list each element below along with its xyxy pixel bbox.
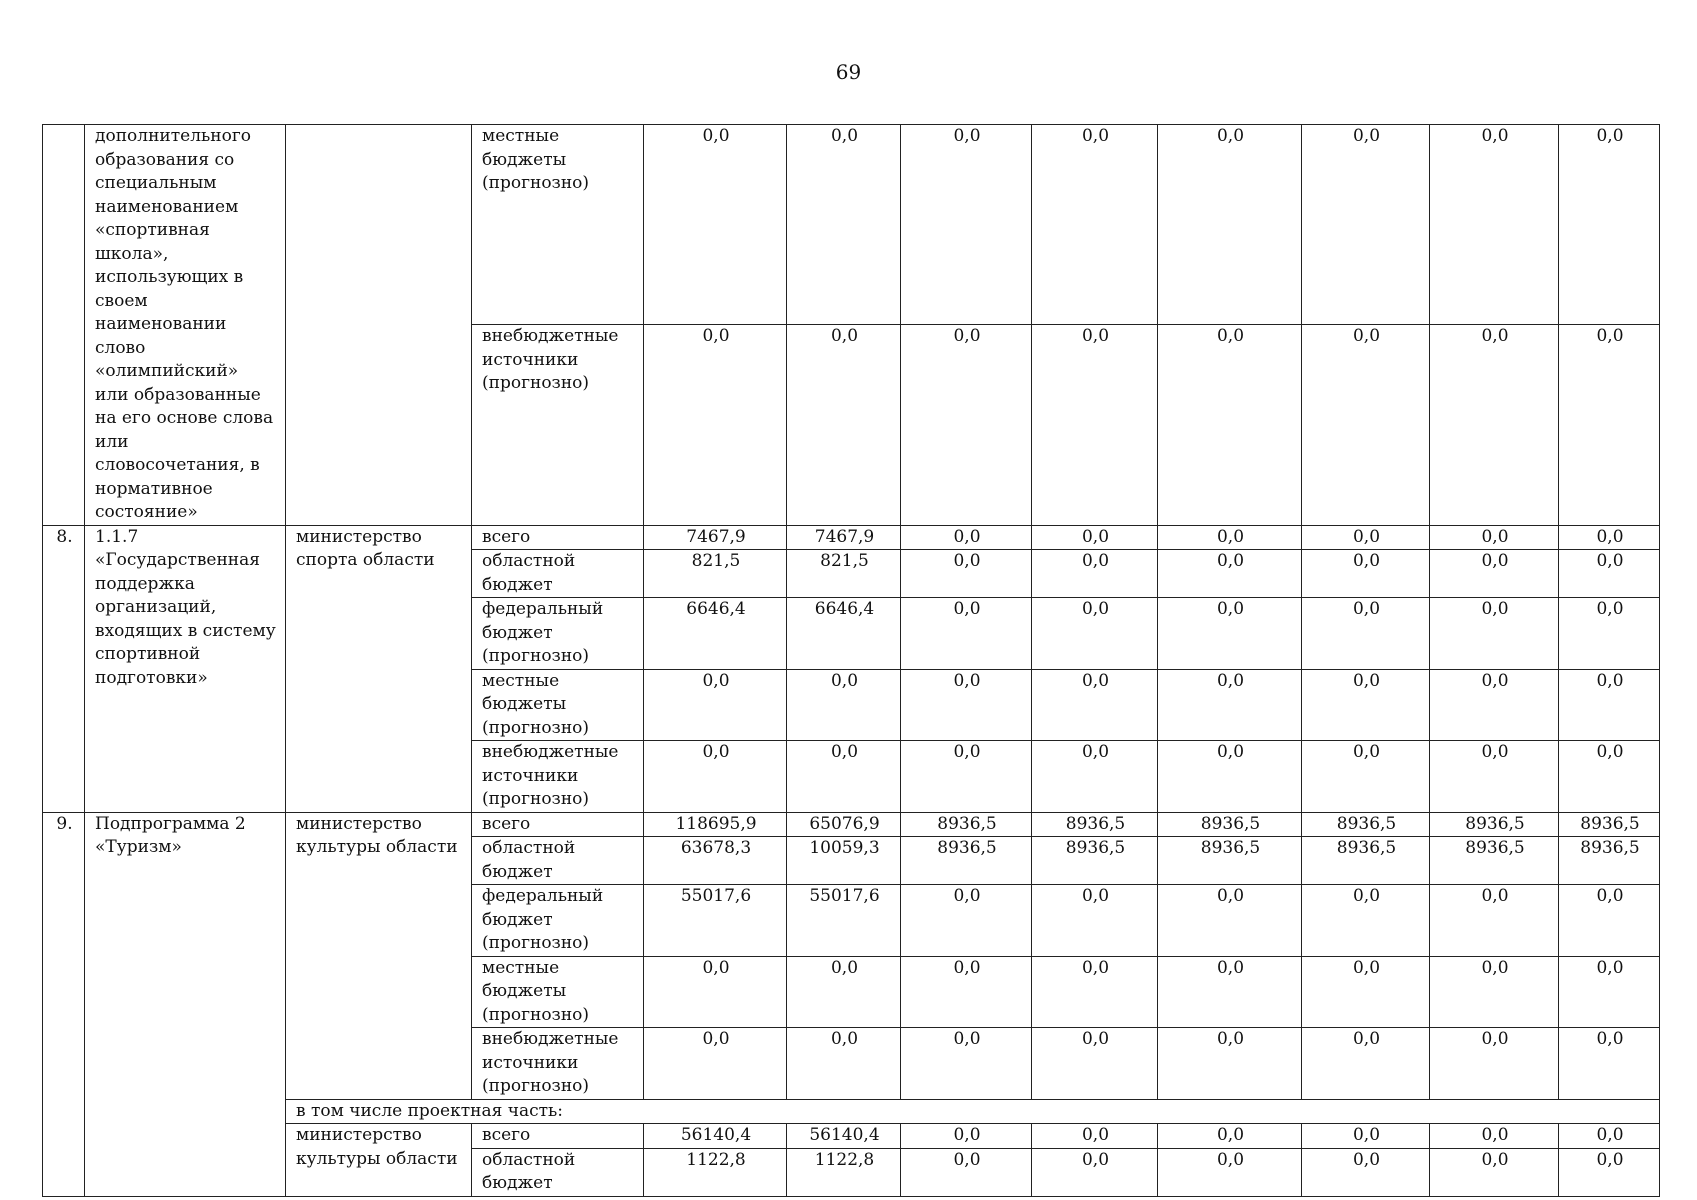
value-cell: 0,0 — [1302, 1124, 1430, 1149]
value-cell: 1122,8 — [787, 1148, 901, 1196]
value-cell: 0,0 — [1302, 885, 1430, 957]
value-cell: 0,0 — [1559, 525, 1660, 550]
value-cell: 0,0 — [1032, 885, 1158, 957]
value-cell: 0,0 — [901, 598, 1032, 670]
value-cell: 0,0 — [1559, 1148, 1660, 1196]
value-cell: 0,0 — [1032, 125, 1158, 325]
value-cell: 0,0 — [1559, 669, 1660, 741]
value-cell: 0,0 — [1032, 1124, 1158, 1149]
value-cell: 0,0 — [1430, 1028, 1559, 1100]
value-cell: 0,0 — [901, 669, 1032, 741]
value-cell: 0,0 — [901, 525, 1032, 550]
value-cell: 0,0 — [1430, 525, 1559, 550]
value-cell: 0,0 — [644, 669, 787, 741]
value-cell: 8936,5 — [901, 837, 1032, 885]
value-cell: 0,0 — [787, 1028, 901, 1100]
value-cell: 55017,6 — [644, 885, 787, 957]
page-number: 69 — [835, 60, 862, 84]
value-cell: 65076,9 — [787, 812, 901, 837]
value-cell: 0,0 — [1158, 885, 1302, 957]
value-cell: 0,0 — [1032, 325, 1158, 525]
funding-source: областной бюджет — [472, 1148, 644, 1196]
value-cell: 0,0 — [1032, 741, 1158, 813]
funding-source: областной бюджет — [472, 550, 644, 598]
value-cell: 0,0 — [1302, 669, 1430, 741]
value-cell: 0,0 — [1032, 956, 1158, 1028]
funding-source: федеральный бюджет (прогнозно) — [472, 598, 644, 670]
value-cell: 0,0 — [1430, 325, 1559, 525]
value-cell: 0,0 — [1559, 598, 1660, 670]
value-cell: 7467,9 — [787, 525, 901, 550]
value-cell: 0,0 — [1158, 525, 1302, 550]
row-index: 8. — [43, 525, 85, 812]
value-cell: 0,0 — [1559, 956, 1660, 1028]
value-cell: 0,0 — [901, 1124, 1032, 1149]
value-cell: 821,5 — [787, 550, 901, 598]
budget-table — [42, 124, 1660, 1197]
value-cell: 0,0 — [644, 956, 787, 1028]
value-cell: 0,0 — [787, 669, 901, 741]
value-cell: 0,0 — [1430, 550, 1559, 598]
executor — [286, 125, 472, 526]
value-cell: 55017,6 — [787, 885, 901, 957]
value-cell: 0,0 — [1032, 1028, 1158, 1100]
value-cell: 7467,9 — [644, 525, 787, 550]
project-part-label: в том числе проектная часть: — [286, 1099, 1660, 1124]
measure-name: Подпрограмма 2 «Туризм» — [85, 812, 286, 1196]
executor: министерство культуры области — [286, 1124, 472, 1197]
value-cell: 0,0 — [1430, 125, 1559, 325]
funding-source: местные бюджеты (прогнозно) — [472, 125, 644, 325]
value-cell: 118695,9 — [644, 812, 787, 837]
value-cell: 0,0 — [1302, 125, 1430, 325]
value-cell: 0,0 — [1430, 741, 1559, 813]
value-cell: 0,0 — [1032, 550, 1158, 598]
value-cell: 6646,4 — [787, 598, 901, 670]
value-cell: 0,0 — [1559, 1124, 1660, 1149]
table-row — [43, 525, 1660, 550]
funding-source: областной бюджет — [472, 837, 644, 885]
value-cell: 0,0 — [1559, 885, 1660, 957]
value-cell: 0,0 — [1032, 669, 1158, 741]
value-cell: 0,0 — [787, 741, 901, 813]
value-cell: 8936,5 — [1158, 837, 1302, 885]
value-cell: 1122,8 — [644, 1148, 787, 1196]
funding-source: местные бюджеты (прогнозно) — [472, 956, 644, 1028]
table-row — [43, 1124, 1660, 1149]
value-cell: 0,0 — [1158, 325, 1302, 525]
funding-source: местные бюджеты (прогнозно) — [472, 669, 644, 741]
value-cell: 0,0 — [644, 125, 787, 325]
value-cell: 8936,5 — [1032, 837, 1158, 885]
funding-source: внебюджетные источники (прогнозно) — [472, 325, 644, 525]
value-cell: 0,0 — [1158, 598, 1302, 670]
value-cell: 0,0 — [1559, 550, 1660, 598]
value-cell: 8936,5 — [1032, 812, 1158, 837]
value-cell: 0,0 — [1158, 1124, 1302, 1149]
funding-source: всего — [472, 525, 644, 550]
value-cell: 0,0 — [901, 741, 1032, 813]
value-cell: 0,0 — [1302, 956, 1430, 1028]
row-index — [43, 125, 85, 526]
value-cell: 0,0 — [901, 885, 1032, 957]
funding-source: внебюджетные источники (прогнозно) — [472, 741, 644, 813]
value-cell: 0,0 — [1158, 956, 1302, 1028]
value-cell: 0,0 — [1302, 598, 1430, 670]
executor: министерство спорта области — [286, 525, 472, 812]
value-cell: 8936,5 — [1559, 812, 1660, 837]
table-row — [43, 812, 1660, 837]
value-cell: 0,0 — [1430, 669, 1559, 741]
value-cell: 0,0 — [1302, 1028, 1430, 1100]
value-cell: 0,0 — [1430, 1124, 1559, 1149]
funding-source: всего — [472, 812, 644, 837]
table-row — [43, 125, 1660, 325]
value-cell: 0,0 — [1158, 125, 1302, 325]
value-cell: 8936,5 — [1158, 812, 1302, 837]
value-cell: 56140,4 — [787, 1124, 901, 1149]
value-cell: 0,0 — [1158, 550, 1302, 598]
value-cell: 10059,3 — [787, 837, 901, 885]
value-cell: 0,0 — [901, 325, 1032, 525]
measure-name: 1.1.7 «Государственная поддержка организаций, входящих в систему спортивной подготовки» — [85, 525, 286, 812]
value-cell: 6646,4 — [644, 598, 787, 670]
value-cell: 8936,5 — [1430, 837, 1559, 885]
project-part-row — [43, 1099, 1660, 1124]
value-cell: 0,0 — [1032, 1148, 1158, 1196]
value-cell: 0,0 — [1302, 1148, 1430, 1196]
value-cell: 0,0 — [901, 1028, 1032, 1100]
value-cell: 821,5 — [644, 550, 787, 598]
value-cell: 0,0 — [1302, 741, 1430, 813]
value-cell: 8936,5 — [901, 812, 1032, 837]
value-cell: 0,0 — [1302, 525, 1430, 550]
value-cell: 0,0 — [1430, 885, 1559, 957]
value-cell: 0,0 — [901, 125, 1032, 325]
value-cell: 0,0 — [1302, 550, 1430, 598]
value-cell: 8936,5 — [1430, 812, 1559, 837]
value-cell: 0,0 — [1158, 1148, 1302, 1196]
value-cell: 0,0 — [644, 741, 787, 813]
measure-name: дополнительного образования со специальным наименованием «спортивная школа», использующих в своем наименовании слово «олимпийский» или образованные на его основе слова или словосочетания, в нормативное состояние» — [85, 125, 286, 526]
value-cell: 0,0 — [1559, 125, 1660, 325]
value-cell: 0,0 — [1158, 669, 1302, 741]
value-cell: 0,0 — [901, 956, 1032, 1028]
value-cell: 0,0 — [901, 1148, 1032, 1196]
value-cell: 0,0 — [1559, 741, 1660, 813]
value-cell: 0,0 — [1559, 325, 1660, 525]
value-cell: 8936,5 — [1302, 837, 1430, 885]
value-cell: 0,0 — [1032, 598, 1158, 670]
value-cell: 8936,5 — [1302, 812, 1430, 837]
funding-source: всего — [472, 1124, 644, 1149]
funding-source: внебюджетные источники (прогнозно) — [472, 1028, 644, 1100]
funding-source: федеральный бюджет (прогнозно) — [472, 885, 644, 957]
value-cell: 0,0 — [787, 956, 901, 1028]
value-cell: 56140,4 — [644, 1124, 787, 1149]
value-cell: 0,0 — [1430, 598, 1559, 670]
value-cell: 0,0 — [1158, 1028, 1302, 1100]
value-cell: 0,0 — [1158, 741, 1302, 813]
value-cell: 0,0 — [644, 1028, 787, 1100]
value-cell: 8936,5 — [1559, 837, 1660, 885]
value-cell: 0,0 — [1430, 956, 1559, 1028]
value-cell: 0,0 — [787, 125, 901, 325]
row-index: 9. — [43, 812, 85, 1196]
value-cell: 0,0 — [1032, 525, 1158, 550]
value-cell: 0,0 — [1302, 325, 1430, 525]
value-cell: 0,0 — [1559, 1028, 1660, 1100]
value-cell: 0,0 — [901, 550, 1032, 598]
value-cell: 63678,3 — [644, 837, 787, 885]
value-cell: 0,0 — [787, 325, 901, 525]
executor: министерство культуры области — [286, 812, 472, 1099]
value-cell: 0,0 — [1430, 1148, 1559, 1196]
value-cell: 0,0 — [644, 325, 787, 525]
